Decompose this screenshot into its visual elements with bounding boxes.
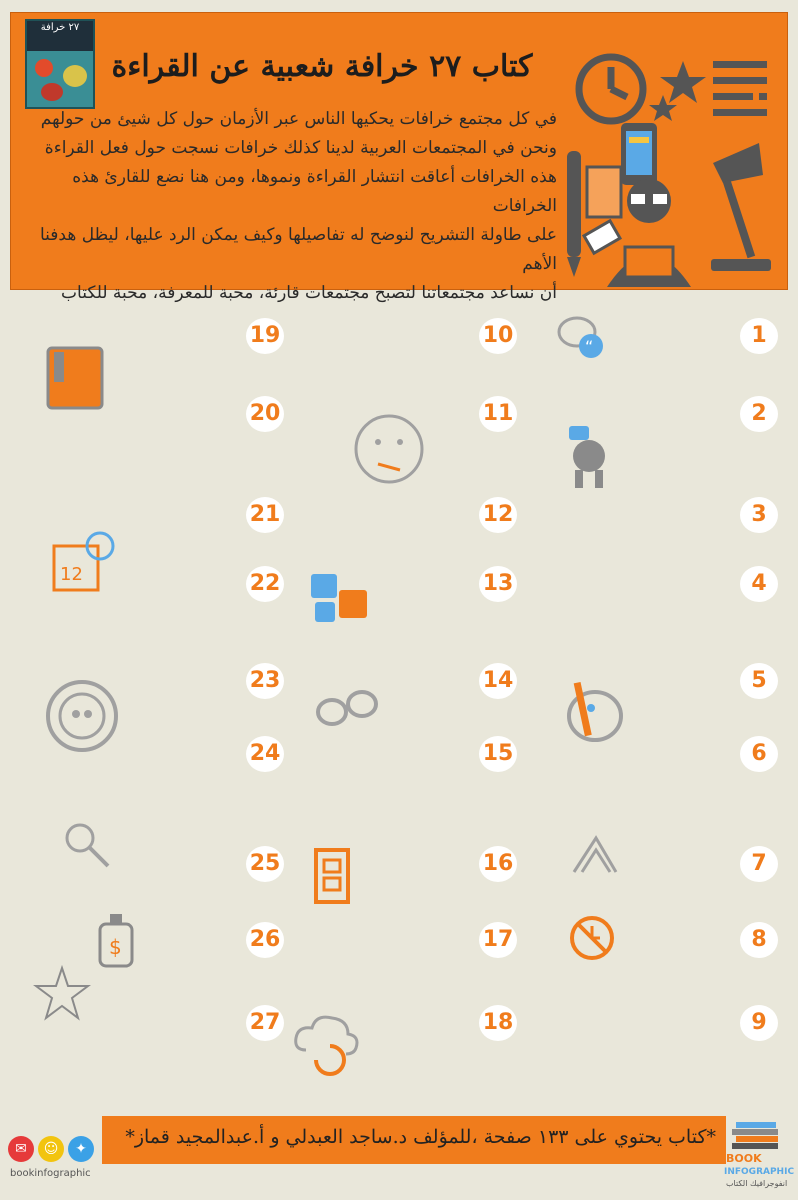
cloud-refresh-icon bbox=[290, 1010, 364, 1080]
myth-number-badge: 15 bbox=[479, 736, 517, 772]
cover-figure-icon bbox=[63, 65, 87, 87]
glasses-icon bbox=[312, 688, 382, 732]
calendar-number: 12 bbox=[60, 564, 83, 585]
film-strip-icon bbox=[312, 846, 352, 906]
footer-banner bbox=[102, 1116, 726, 1164]
pentagram-star-icon bbox=[32, 964, 92, 1022]
puzzle-piece-icon bbox=[305, 568, 375, 632]
magnifier-icon bbox=[62, 820, 112, 872]
clock-icon bbox=[579, 57, 643, 121]
star-icon bbox=[649, 61, 706, 121]
cover-figure-icon bbox=[41, 83, 63, 101]
introvert-lines-icon bbox=[570, 832, 620, 876]
calendar-icon bbox=[50, 530, 120, 596]
myth-number-badge: 3 bbox=[740, 497, 778, 533]
money-bag-icon bbox=[98, 912, 134, 968]
dollar-sign: $ bbox=[109, 935, 122, 959]
myth-number-badge: 27 bbox=[246, 1005, 284, 1041]
intro-line: ونحن في المجتمعات العربية لدينا كذلك خرافات نسجت حول فعل القراءة bbox=[44, 138, 557, 158]
book-cover-title: ٢٧ خرافة bbox=[27, 21, 93, 51]
speech-bubble-icon bbox=[555, 312, 607, 362]
email-icon[interactable]: ✉ bbox=[8, 1136, 34, 1162]
myth-number-badge: 9 bbox=[740, 1005, 778, 1041]
footer-text: *كتاب يحتوي على ١٣٣ صفحة ،للمؤلف د.ساجد العبدلي و أ.عبدالمجيد قماز* bbox=[125, 1126, 716, 1148]
snapchat-icon[interactable]: ☺ bbox=[38, 1136, 64, 1162]
book-icon bbox=[40, 344, 110, 412]
myth-number-badge: 5 bbox=[740, 663, 778, 699]
book-pages-icon bbox=[587, 167, 621, 217]
myth-number-badge: 25 bbox=[246, 846, 284, 882]
intro-line: هذه الخرافات أعاقت انتشار القراءة ونموها، ومن هنا نضع للقارئ هذه الخرافات bbox=[72, 167, 557, 216]
book-cover-thumbnail bbox=[25, 19, 95, 109]
logo-text-book: BOOK bbox=[726, 1152, 762, 1165]
phone-icon bbox=[621, 123, 657, 185]
myth-number-badge: 6 bbox=[740, 736, 778, 772]
myth-number-badge: 8 bbox=[740, 922, 778, 958]
myth-number-badge: 10 bbox=[479, 318, 517, 354]
intro-line: أن نساعد مجتمعاتنا لتصبح مجتمعات قارئة، محبة للمعرفة، محبة للكتاب bbox=[61, 283, 557, 303]
intro-paragraph bbox=[9, 105, 557, 308]
bored-face-icon bbox=[352, 412, 426, 486]
header-banner bbox=[10, 12, 788, 303]
myth-number-badge: 4 bbox=[740, 566, 778, 602]
myth-number-badge: 11 bbox=[479, 396, 517, 432]
myth-number-badge: 2 bbox=[740, 396, 778, 432]
page-title: كتاب ٢٧ خرافة شعبية عن القراءة bbox=[111, 49, 533, 84]
myth-number-badge: 18 bbox=[479, 1005, 517, 1041]
myth-number-badge: 21 bbox=[246, 497, 284, 533]
cover-figure-icon bbox=[35, 59, 53, 77]
eraser-icon bbox=[584, 221, 620, 253]
myth-number-badge: 16 bbox=[479, 846, 517, 882]
myth-number-badge: 13 bbox=[479, 566, 517, 602]
myth-number-badge: 1 bbox=[740, 318, 778, 354]
logo-text-infographic: INFOGRAPHIC bbox=[724, 1167, 795, 1177]
skull-icon bbox=[42, 676, 122, 756]
intro-line: على طاولة التشريح لنوضح له تفاصيلها وكيف يمكن الرد عليها، ليظل هدفنا الأهم bbox=[39, 225, 557, 274]
social-handle: bookinfographic bbox=[10, 1168, 91, 1179]
pen-icon bbox=[567, 151, 581, 277]
logo-text-arabic: انفوجرافيك الكتاب bbox=[726, 1179, 788, 1188]
robot-puzzle-icon bbox=[555, 420, 625, 492]
twitter-icon[interactable]: ✦ bbox=[68, 1136, 94, 1162]
svg-text:“: “ bbox=[585, 337, 594, 356]
social-links bbox=[4, 1128, 100, 1196]
myth-number-badge: 24 bbox=[246, 736, 284, 772]
myth-number-badge: 7 bbox=[740, 846, 778, 882]
myth-number-badge: 20 bbox=[246, 396, 284, 432]
lamp-icon bbox=[711, 143, 771, 271]
myth-number-badge: 19 bbox=[246, 318, 284, 354]
book-infographic-logo bbox=[722, 1116, 798, 1192]
palette-brush-icon bbox=[565, 678, 625, 748]
menu-lines-icon bbox=[713, 61, 767, 116]
myth-number-badge: 12 bbox=[479, 497, 517, 533]
myth-number-badge: 26 bbox=[246, 922, 284, 958]
myth-number-badge: 14 bbox=[479, 663, 517, 699]
intro-line: في كل مجتمع خرافات يحكيها الناس عبر الأزمان حول كل شيئ من حولهم bbox=[40, 109, 557, 129]
myth-number-badge: 22 bbox=[246, 566, 284, 602]
no-time-icon bbox=[568, 914, 616, 962]
myth-number-badge: 23 bbox=[246, 663, 284, 699]
header-illustration bbox=[563, 51, 775, 287]
myth-number-badge: 17 bbox=[479, 922, 517, 958]
